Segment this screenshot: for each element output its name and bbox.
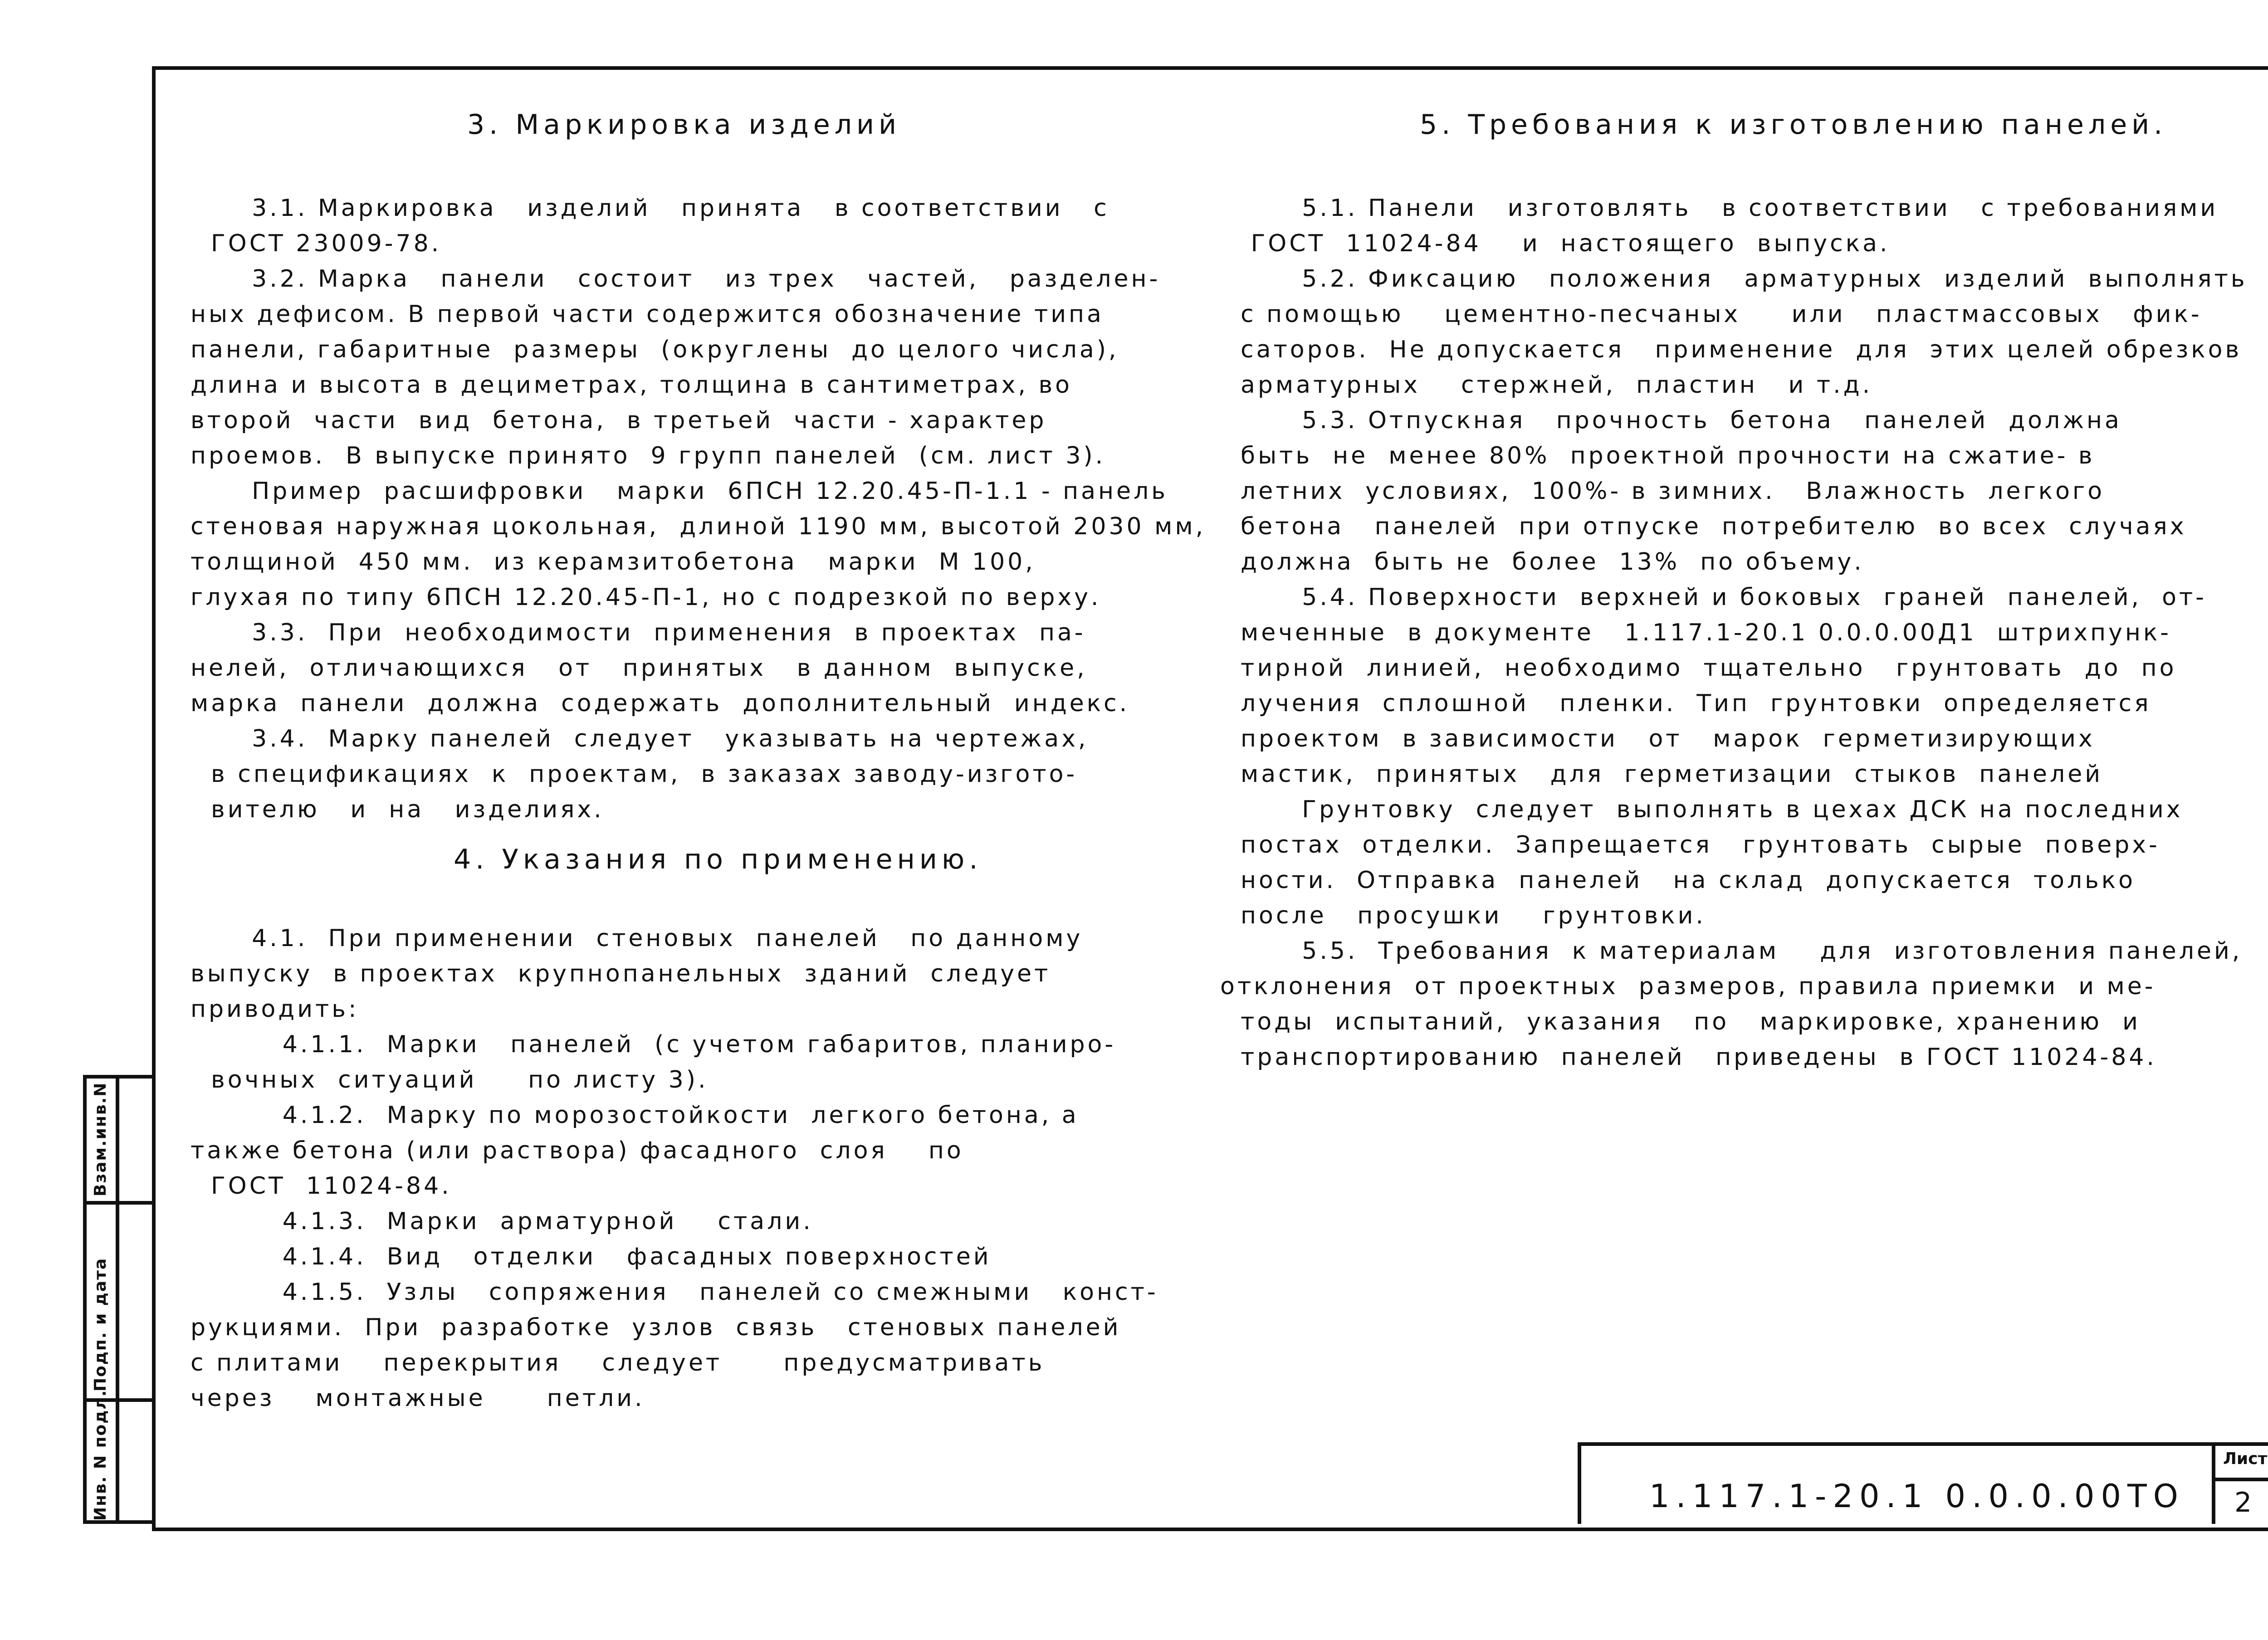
text-line: бетона панелей при отпуске потребителю во всех случаях: [1220, 513, 2187, 540]
side-stamp: [83, 1075, 152, 1524]
text-line: 5.3. Отпускная прочность бетона панелей должна: [1220, 407, 2122, 434]
text-line: длина и высота в дециметрах, толщина в сантиметрах, во: [191, 371, 1072, 399]
text-line: проектом в зависимости от марок герметизирующих: [1220, 725, 2095, 752]
text-line: панели, габаритные размеры (округлены до целого числа),: [191, 336, 1119, 363]
text-line: 4.1. При применении стеновых панелей по данному: [191, 925, 1083, 952]
text-line: 4.1.2. Марку по морозостойкости легкого бетона, а: [191, 1102, 1079, 1129]
text-line: 4.1.1. Марки панелей (с учетом габаритов, планиро-: [191, 1031, 1116, 1058]
text-line: стеновая наружная цокольная, длиной 1190 мм, высотой 2030 мм,: [191, 513, 1206, 540]
text-line: также бетона (или раствора) фасадного слоя по: [191, 1137, 964, 1164]
text-line: должна быть не более 13% по объему.: [1220, 548, 1864, 576]
text-line: ности. Отправка панелей на склад допускается только: [1220, 867, 2136, 894]
text-line: лучения сплошной пленки. Тип грунтовки определяется: [1220, 690, 2151, 717]
section-4-text: [191, 921, 1158, 1416]
text-line: арматурных стержней, пластин и т.д.: [1220, 371, 1873, 399]
text-line: 5.2. Фиксацию положения арматурных изделий выполнять: [1220, 265, 2248, 293]
document-code: 1.117.1-20.1 0.0.0.00ТО: [1649, 1478, 2185, 1515]
text-line: Грунтовку следует выполнять в цехах ДСК на последних: [1220, 796, 2183, 823]
text-line: вителю и на изделиях.: [191, 796, 604, 823]
text-line: ных дефисом. В первой части содержится обозначение типа: [191, 301, 1104, 328]
text-line: меченные в документе 1.117.1-20.1 0.0.0.00Д1 штрихпунк-: [1220, 619, 2172, 646]
section-5-text: [1220, 190, 2248, 1075]
side-stamp-replaced-inv: Взам.инв.N: [91, 1082, 110, 1196]
text-line: 4.1.3. Марки арматурной стали.: [191, 1208, 813, 1235]
text-line: саторов. Не допускается применение для этих целей обрезков: [1220, 336, 2242, 363]
text-line: с помощью цементно-песчаных или пластмассовых фик-: [1220, 301, 2202, 328]
text-line: ГОСТ 11024-84.: [191, 1172, 452, 1200]
text-line: глухая по типу 6ПСН 12.20.45-П-1, но с подрезкой по верху.: [191, 584, 1101, 611]
text-line: 4.1.5. Узлы сопряжения панелей со смежными конст-: [191, 1279, 1158, 1306]
text-line: вочных ситуаций по листу 3).: [191, 1066, 709, 1093]
side-stamp-signature-date: Подп. и дата: [91, 1257, 110, 1391]
text-line: 3.4. Марку панелей следует указывать на чертежах,: [191, 725, 1089, 752]
text-line: проемов. В выпуске принято 9 групп панелей (см. лист 3).: [191, 442, 1106, 469]
text-line: мастик, принятых для герметизации стыков панелей: [1220, 761, 2103, 788]
text-line: второй части вид бетона, в третьей части - характер: [191, 407, 1047, 434]
text-line: 3.3. При необходимости применения в проектах па-: [191, 619, 1086, 646]
text-line: летних условиях, 100%- в зимних. Влажность легкого: [1220, 478, 2105, 505]
text-line: 3.1. Маркировка изделий принята в соответствии с: [191, 195, 1110, 222]
sheet-number: 2: [2234, 1487, 2252, 1518]
text-line: рукциями. При разработке узлов связь стеновых панелей: [191, 1314, 1121, 1341]
section-3-title: 3. Маркировка изделий: [467, 109, 901, 141]
text-line: транспортированию панелей приведены в ГОСТ 11024-84.: [1220, 1044, 2157, 1071]
text-line: через монтажные петли.: [191, 1385, 645, 1412]
section-3-text: [191, 190, 1206, 827]
text-line: марка панели должна содержать дополнительный индекс.: [191, 690, 1130, 717]
text-line: в спецификациях к проектам, в заказах заводу-изгото-: [191, 761, 1078, 788]
text-line: тирной линией, необходимо тщательно грунтовать до по: [1220, 654, 2177, 682]
side-stamp-divider: [87, 1201, 152, 1205]
text-line: быть не менее 80% проектной прочности на сжатие- в: [1220, 442, 2095, 469]
text-line: с плитами перекрытия следует предусматривать: [191, 1349, 1045, 1376]
text-line: постах отделки. Запрещается грунтовать сырые поверх-: [1220, 831, 2160, 859]
section-4-title: 4. Указания по применению.: [454, 844, 982, 875]
text-line: после просушки грунтовки.: [1220, 902, 1706, 929]
sheet-label: Лист: [2223, 1450, 2268, 1468]
text-line: выпуску в проектах крупнопанельных зданий следует: [191, 960, 1051, 987]
title-block: [1578, 1442, 2268, 1524]
text-line: 5.1. Панели изготовлять в соответствии с требованиями: [1220, 195, 2219, 222]
text-line: 5.4. Поверхности верхней и боковых граней панелей, от-: [1220, 584, 2207, 611]
title-block-divider: [2212, 1478, 2268, 1481]
text-line: нелей, отличающихся от принятых в данном выпуске,: [191, 654, 1087, 682]
text-line: тоды испытаний, указания по маркировке, хранению и: [1220, 1008, 2141, 1035]
side-stamp-original-inv: Инв. N подл.: [91, 1389, 110, 1521]
title-block-divider: [2212, 1446, 2215, 1524]
text-line: 5.5. Требования к материалам для изготовления панелей,: [1220, 937, 2243, 965]
text-line: Пример расшифровки марки 6ПСН 12.20.45-П-1.1 - панель: [191, 478, 1168, 505]
text-line: отклонения от проектных размеров, правила приемки и ме-: [1220, 973, 2156, 1000]
text-line: 3.2. Марка панели состоит из трех частей, разделен-: [191, 265, 1161, 293]
text-line: 4.1.4. Вид отделки фасадных поверхностей: [191, 1243, 992, 1270]
text-line: толщиной 450 мм. из керамзитобетона марки М 100,: [191, 548, 1036, 576]
text-line: ГОСТ 23009-78.: [191, 230, 442, 257]
section-5-title: 5. Требования к изготовлению панелей.: [1420, 109, 2167, 141]
text-line: приводить:: [191, 996, 359, 1023]
text-line: ГОСТ 11024-84 и настоящего выпуска.: [1220, 230, 1890, 257]
